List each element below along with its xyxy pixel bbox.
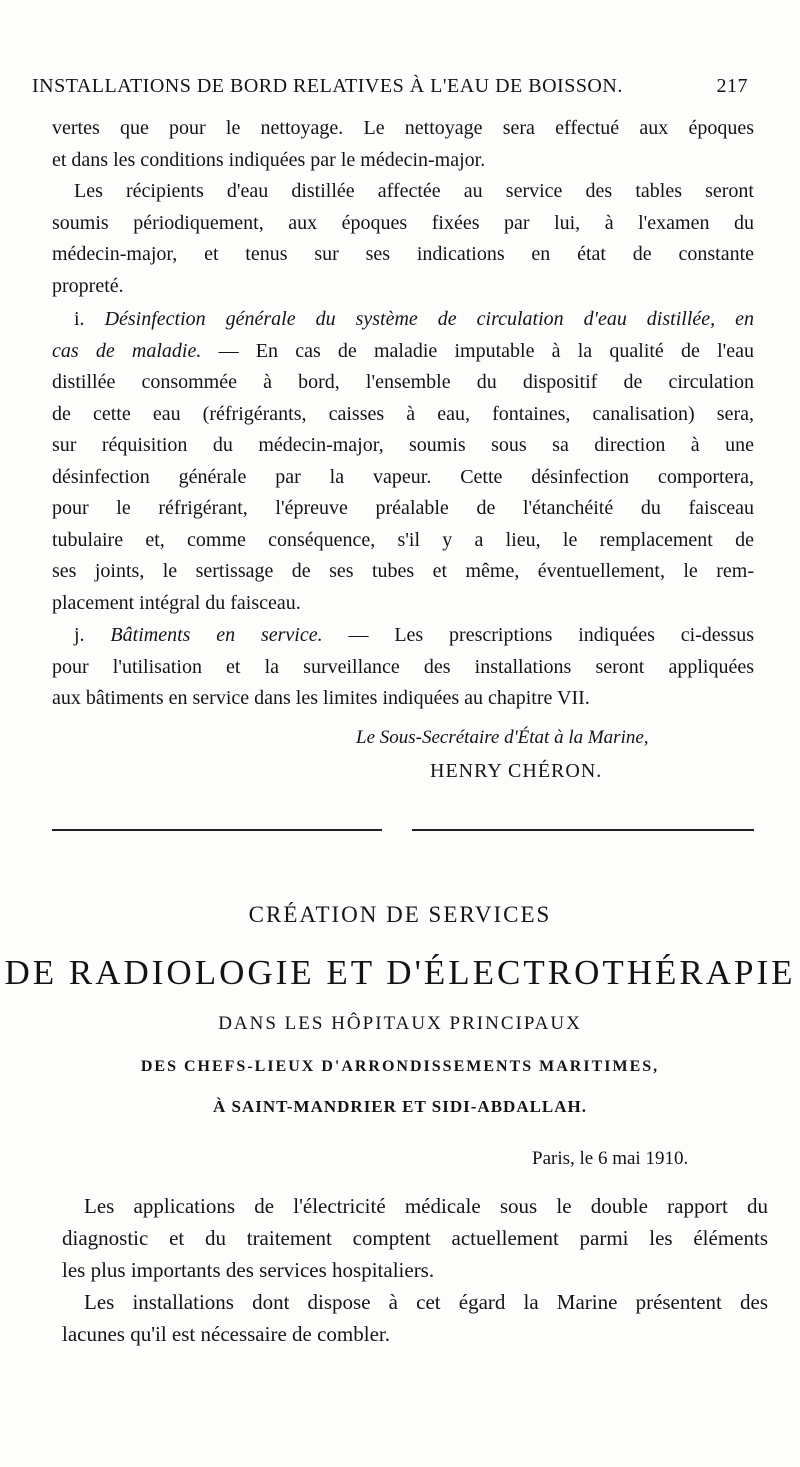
section-heading-1: CRÉATION DE SERVICES	[248, 902, 552, 927]
text-line: pour le réfrigérant, l'épreuve préalable de l'étanchéité du faisceau	[52, 497, 754, 519]
section-j-label: j.	[74, 624, 85, 646]
section-i-title-line-2	[52, 336, 754, 368]
section-i-title: Désinfection générale du système de circulation d'eau distillée, en	[104, 308, 754, 330]
section-j-title: Bâtiments en service.	[110, 624, 323, 646]
text-line: sur réquisition du médecin-major, soumis sous sa direction à une	[52, 434, 754, 456]
text-line: propreté.	[52, 274, 124, 297]
text-line: médecin-major, et tenus sur ses indications en état de constante	[52, 243, 754, 265]
text-line: placement intégral du faisceau.	[52, 591, 301, 614]
section-i	[52, 304, 754, 619]
section-j	[52, 620, 754, 715]
text-line: tubulaire et, comme conséquence, s'il y a lieu, le remplacement de	[52, 528, 754, 551]
page-number: 217	[716, 75, 748, 97]
section-heading-4: DES CHEFS-LIEUX D'ARRONDISSEMENTS MARITIMES,	[140, 1058, 660, 1075]
section-heading-3: DANS LES HÔPITAUX PRINCIPAUX	[218, 1013, 582, 1034]
text-fragment: — Les prescriptions indiquées ci-dessus	[348, 624, 755, 646]
running-header-title: INSTALLATIONS DE BORD RELATIVES À L'EAU DE BOISSON.	[32, 75, 623, 97]
text-line: lacunes qu'il est nécessaire de combler.	[62, 1322, 390, 1346]
new-section-paragraphs	[62, 1190, 768, 1350]
text-line: de cette eau (réfrigérants, caisses à eau, fontaines, canalisation) sera,	[52, 402, 754, 425]
text-line: soumis périodiquement, aux époques fixées par lui, à l'examen du	[52, 211, 754, 234]
text-line: pour l'utilisation et la surveillance des installations seront appliquées	[52, 655, 754, 678]
text-line: et dans les conditions indiquées par le médecin-major.	[52, 148, 486, 171]
text-line: Les installations dont dispose à cet égard la Marine présentent des	[84, 1290, 768, 1314]
text-line: distillée consommée à bord, l'ensemble du dispositif de circulation	[52, 371, 754, 393]
section-divider-right	[412, 829, 754, 831]
section-j-title-line	[52, 620, 754, 652]
text-line: diagnostic et du traitement comptent actuellement parmi les éléments	[62, 1226, 768, 1250]
section-divider-left	[52, 829, 382, 831]
text-line: les plus importants des services hospitaliers.	[62, 1258, 435, 1282]
text-line: ses joints, le sertissage de ses tubes et même, éventuellement, le rem-	[52, 560, 754, 582]
text-line: aux bâtiments en service dans les limites indiquées au chapitre VII.	[52, 687, 590, 709]
text-line: Les applications de l'électricité médicale sous le double rapport du	[84, 1194, 768, 1218]
signature-name: HENRY CHÉRON.	[430, 760, 603, 782]
text-line: Les récipients d'eau distillée affectée au service des tables seront	[74, 180, 754, 202]
text-fragment: — En cas de maladie imputable à la qualité de l'eau	[218, 339, 754, 362]
section-heading-5: À SAINT-MANDRIER ET SIDI-ABDALLAH.	[212, 1097, 588, 1116]
text-line: désinfection générale par la vapeur. Cette désinfection comportera,	[52, 465, 754, 488]
section-i-title-line	[52, 304, 754, 336]
section-i-title-cont: cas de maladie.	[52, 339, 202, 362]
text-line: vertes que pour le nettoyage. Le nettoyage sera effectué aux époques	[52, 117, 754, 139]
signature-title: Le Sous-Secrétaire d'État à la Marine,	[356, 727, 649, 748]
opening-paragraphs	[52, 113, 754, 302]
section-heading-2: DE RADIOLOGIE ET D'ÉLECTROTHÉRAPIE	[4, 953, 796, 992]
running-header	[32, 73, 748, 99]
section-i-label: i.	[74, 308, 85, 330]
dateline: Paris, le 6 mai 1910.	[532, 1148, 689, 1169]
